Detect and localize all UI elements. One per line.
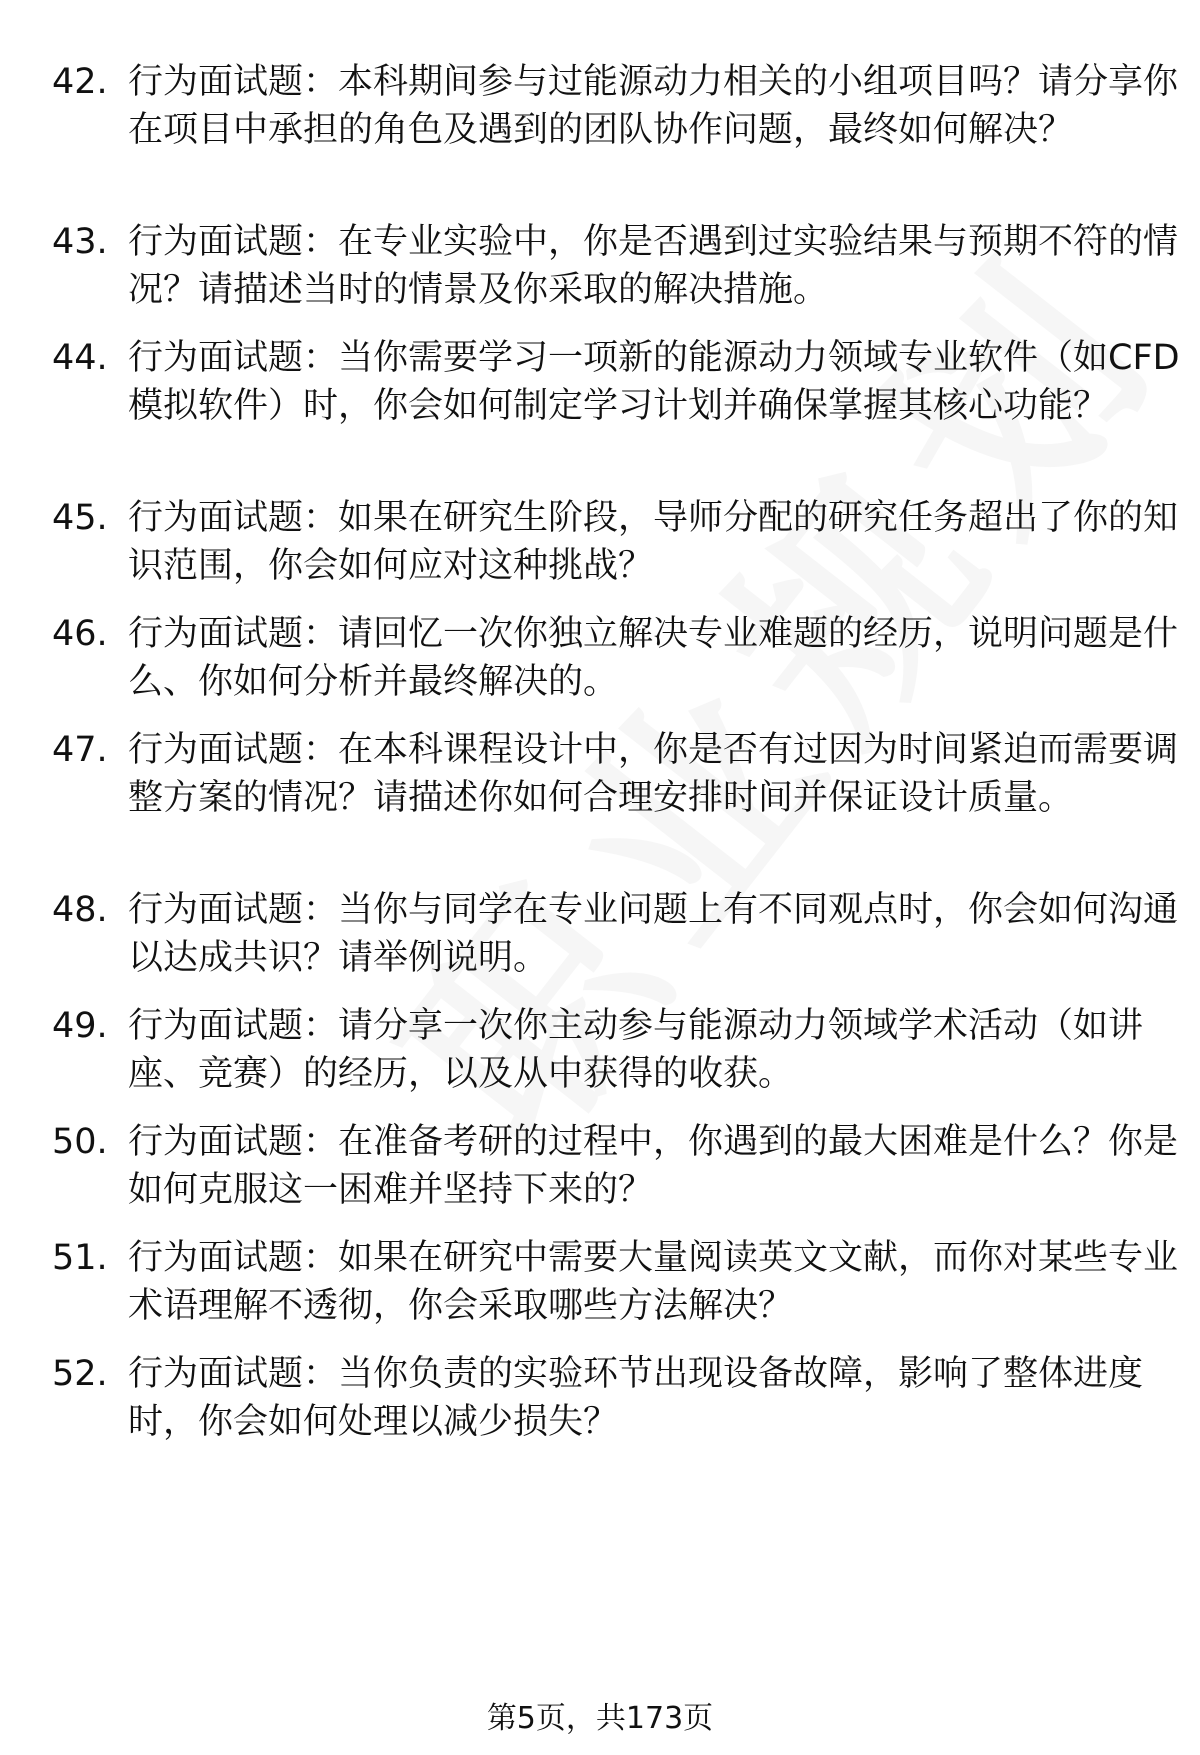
question-item <box>52 1118 1179 1214</box>
question-text: 行为面试题：如果在研究生阶段，导师分配的研究任务超出了你的知识范围，你会如何应对这种挑战？ <box>128 498 1179 586</box>
question-text: 行为面试题：如果在研究中需要大量阅读英文文献，而你对某些专业术语理解不透彻，你会采取哪些方法解决？ <box>128 1238 1179 1326</box>
question-text: 行为面试题：本科期间参与过能源动力相关的小组项目吗？请分享你在项目中承担的角色及遇到的团队协作问题，最终如何解决？ <box>128 62 1179 150</box>
question-text: 行为面试题：当你负责的实验环节出现设备故障，影响了整体进度时，你会如何处理以减少损失？ <box>128 1354 1144 1442</box>
question-text: 行为面试题：请分享一次你主动参与能源动力领域学术活动（如讲座、竞赛）的经历，以及从中获得的收获。 <box>128 1006 1144 1094</box>
question-item <box>52 58 1179 154</box>
question-number: 44. <box>52 338 108 378</box>
question-number: 43. <box>52 222 108 262</box>
question-text: 行为面试题：当你需要学习一项新的能源动力领域专业软件（如CFD模拟软件）时，你会如何制定学习计划并确保掌握其核心功能？ <box>128 338 1180 426</box>
question-number: 50. <box>52 1122 108 1162</box>
question-number: 49. <box>52 1006 108 1046</box>
question-text: 行为面试题：当你与同学在专业问题上有不同观点时，你会如何沟通以达成共识？请举例说明。 <box>128 890 1179 978</box>
question-number: 52. <box>52 1354 108 1394</box>
question-number: 47. <box>52 730 108 770</box>
question-number: 42. <box>52 62 108 102</box>
question-text: 行为面试题：在准备考研的过程中，你遇到的最大困难是什么？你是如何克服这一困难并坚持下来的？ <box>128 1122 1179 1210</box>
question-item <box>52 1234 1179 1330</box>
question-item <box>52 886 1179 982</box>
question-number: 51. <box>52 1238 108 1278</box>
question-item <box>52 494 1179 590</box>
question-number: 45. <box>52 498 108 538</box>
question-text: 行为面试题：在本科课程设计中，你是否有过因为时间紧迫而需要调整方案的情况？请描述你如何合理安排时间并保证设计质量。 <box>128 730 1179 818</box>
question-text: 行为面试题：在专业实验中，你是否遇到过实验结果与预期不符的情况？请描述当时的情景及你采取的解决措施。 <box>128 222 1179 310</box>
page-footer: 第5页，共173页 <box>486 1701 714 1736</box>
question-item <box>52 334 1180 430</box>
question-item <box>52 218 1179 314</box>
question-text: 行为面试题：请回忆一次你独立解决专业难题的经历，说明问题是什么、你如何分析并最终解决的。 <box>128 614 1179 702</box>
question-item <box>52 1002 1152 1098</box>
question-number: 48. <box>52 890 108 930</box>
question-number: 46. <box>52 614 108 654</box>
question-item <box>52 1350 1152 1446</box>
question-item <box>52 726 1179 822</box>
question-item <box>52 610 1179 706</box>
